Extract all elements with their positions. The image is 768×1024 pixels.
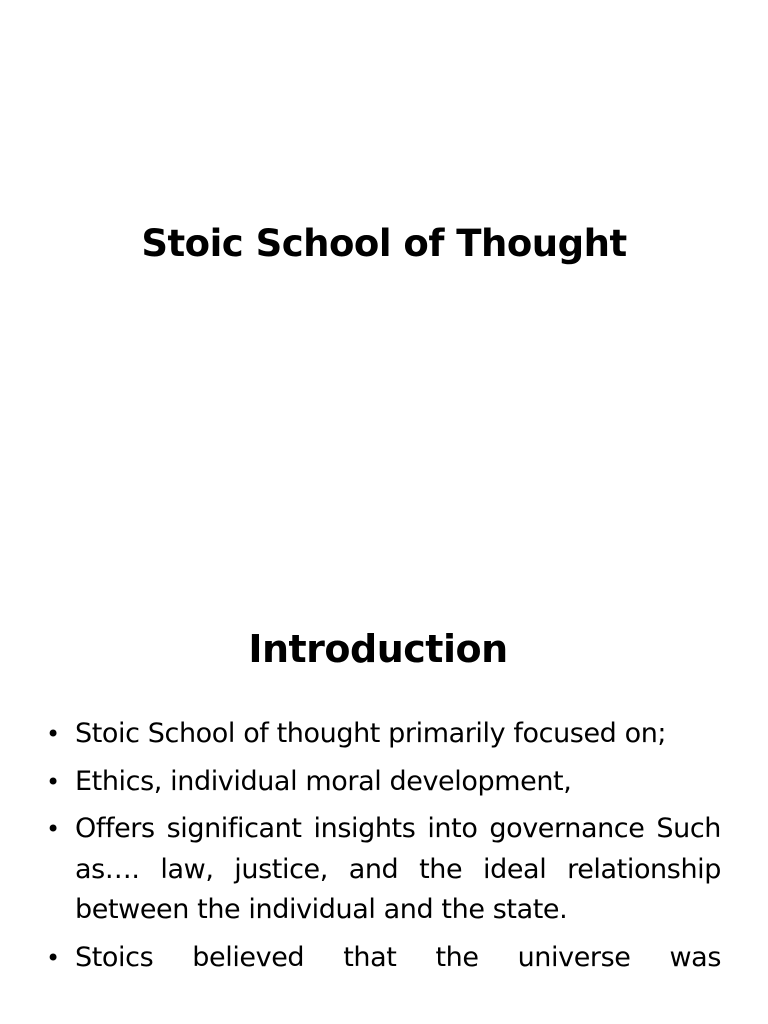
bullet-item: [46, 938, 721, 979]
bullet-dot-icon: •: [46, 767, 60, 796]
bullet-item: [46, 714, 721, 755]
title-slide: [0, 0, 768, 500]
slide-title: Stoic School of Thought: [141, 222, 627, 265]
bullet-dot-icon: •: [46, 815, 60, 843]
bullet-item: [46, 809, 721, 931]
bullet-text: Ethics, individual moral development,: [75, 765, 572, 797]
bullet-text: Stoic School of thought primarily focused on;: [75, 718, 667, 749]
introduction-slide: [0, 610, 768, 1024]
bullet-list: [46, 714, 721, 985]
bullet-item: [46, 762, 721, 803]
bullet-dot-icon: •: [46, 720, 60, 748]
bullet-dot-icon: •: [46, 943, 60, 972]
slide-heading: Introduction: [248, 627, 508, 671]
bullet-text: Offers significant insights into governance Such as…. law, justice, and the ideal relationship between the individual and the state.: [75, 813, 721, 925]
bullet-text: Stoics believed that the universe was: [75, 941, 721, 973]
